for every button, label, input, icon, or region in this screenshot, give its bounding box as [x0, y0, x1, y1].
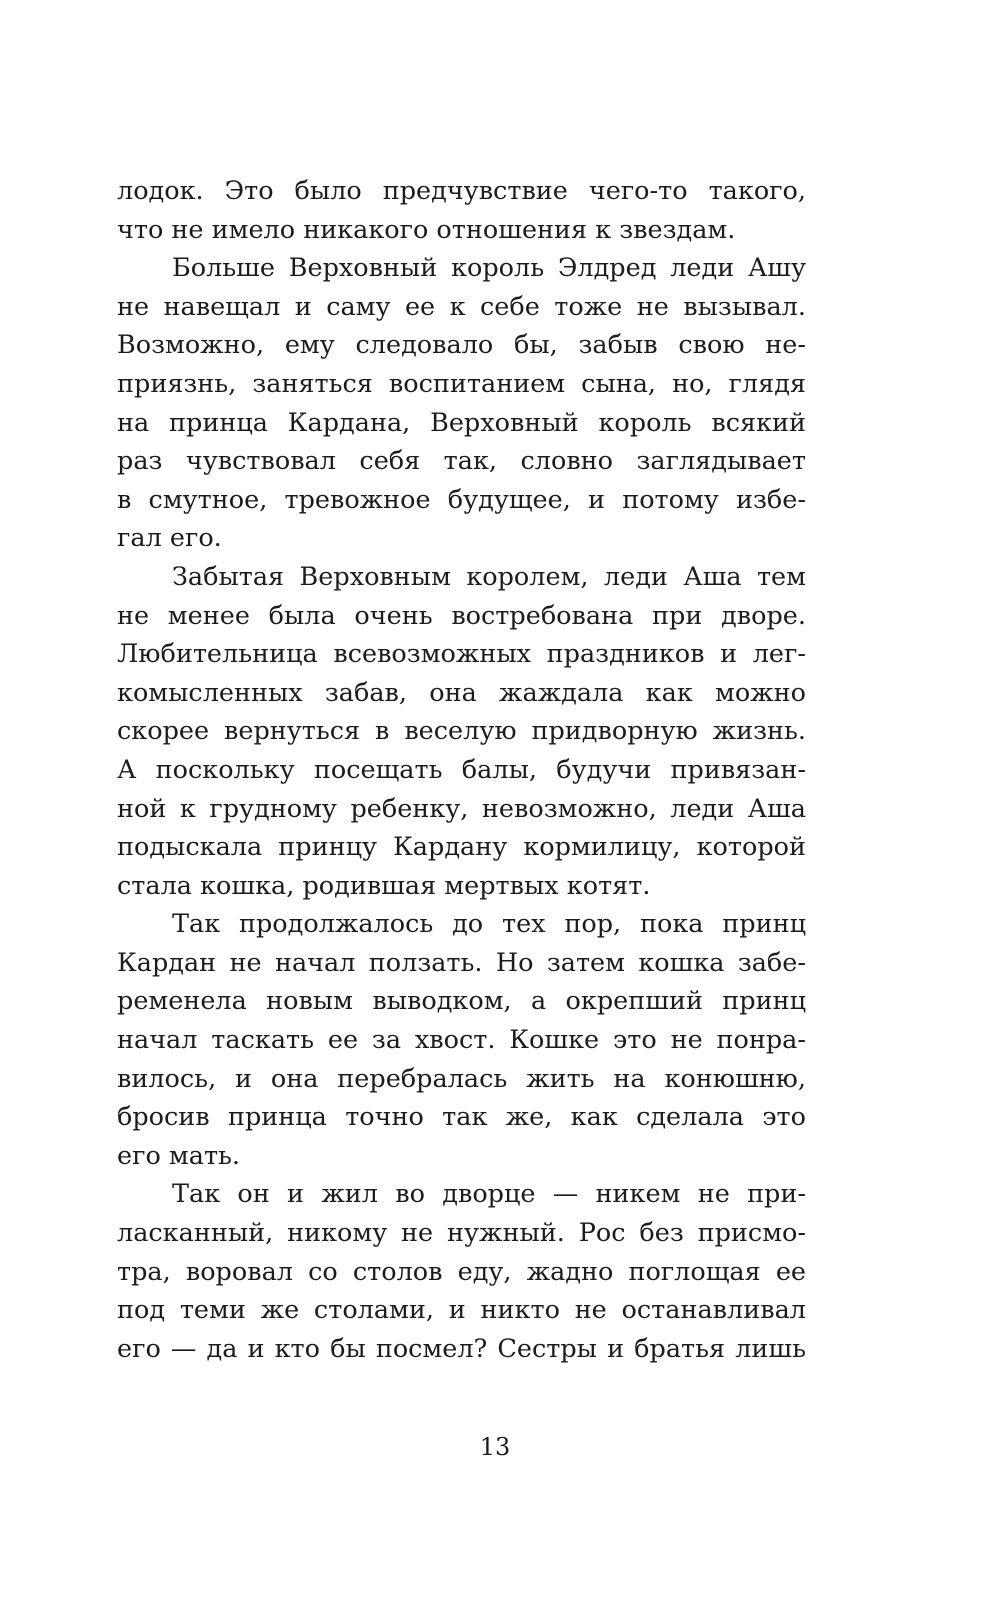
text-line: Так он и жил во дворце — никем не при- [172, 1179, 806, 1210]
page-body-text [117, 172, 806, 1368]
text-line: Больше Верховный король Элдред леди Ашу [172, 253, 806, 284]
text-line: его мать. [117, 1140, 241, 1171]
text-line: Так продолжалось до тех пор, пока принц [172, 909, 806, 940]
text-line: тра, воровал со столов еду, жадно поглощая ее [117, 1256, 806, 1287]
text-line: подыскала принцу Кардану кормилицу, которой [117, 832, 806, 863]
text-line: гал его. [117, 523, 222, 554]
text-line: стала кошка, родившая мертвых котят. [117, 870, 651, 901]
text-line: Любительница всевозможных праздников и лег- [117, 639, 806, 670]
text-line: его — да и кто бы посмел? Сестры и братья лишь [117, 1333, 806, 1364]
text-line: комысленных забав, она жаждала как можно [117, 677, 806, 708]
text-line: ременела новым выводком, а окрепший принц [117, 986, 806, 1017]
text-line: в смутное, тревожное будущее, и потому избе- [117, 484, 806, 515]
text-line: под теми же столами, и никто не останавливал [117, 1295, 806, 1326]
text-line: А поскольку посещать балы, будучи привязан- [117, 754, 806, 785]
text-line: на принца Кардана, Верховный король всякий [117, 407, 806, 438]
text-line: раз чувствовал себя так, словно заглядывает [117, 446, 806, 477]
text-line: начал таскать ее за хвост. Кошке это не понра- [117, 1025, 806, 1056]
page-number: 13 [479, 1433, 511, 1461]
text-line: ласканный, никому не нужный. Рос без присмо- [117, 1218, 806, 1249]
text-line: Возможно, ему следовало бы, забыв свою не- [117, 330, 806, 361]
text-line: вилось, и она перебралась жить на конюшню, [117, 1063, 806, 1094]
text-line: скорее вернуться в веселую придворную жизнь. [117, 716, 806, 747]
text-line: Забытая Верховным королем, леди Аша тем [172, 561, 806, 592]
text-line: что не имело никакого отношения к звездам. [117, 214, 736, 245]
text-line: ной к грудному ребенку, невозможно, леди Аша [117, 793, 806, 824]
text-line: бросив принца точно так же, как сделала это [117, 1102, 806, 1133]
text-line: лодок. Это было предчувствие чего-то такого, [117, 176, 806, 206]
text-line: не менее была очень востребована при дворе. [117, 600, 806, 631]
text-line: Кардан не начал ползать. Но затем кошка забе- [117, 947, 806, 978]
text-line: не навещал и саму ее к себе тоже не вызывал. [117, 291, 806, 322]
text-line: приязнь, заняться воспитанием сына, но, глядя [117, 368, 806, 399]
